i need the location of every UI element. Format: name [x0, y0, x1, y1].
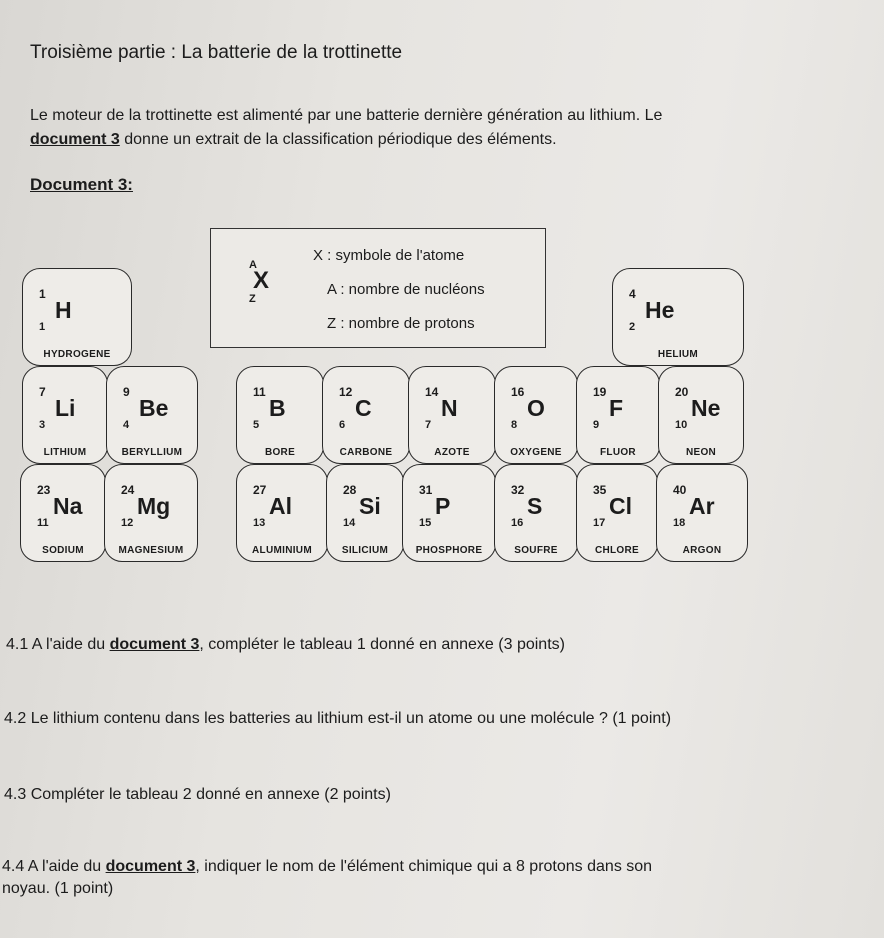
element-mass-number: 12 [339, 385, 353, 399]
legend-line-protons: Z : nombre de protons [327, 315, 475, 332]
element-mass-number: 32 [511, 483, 525, 497]
element-symbol: N [441, 395, 458, 421]
element-cell-mg [104, 464, 198, 562]
element-atomic-number: 5 [253, 419, 260, 431]
question-4-2: 4.2 Le lithium contenu dans les batteries au lithium est-il un atome ou une molécule ? (1 point) [4, 710, 672, 727]
element-symbol: Be [139, 395, 169, 421]
element-symbol: Mg [137, 493, 171, 519]
element-mass-number: 24 [121, 483, 135, 497]
element-atomic-number: 9 [593, 419, 600, 431]
element-atomic-number: 3 [39, 419, 46, 431]
element-atomic-number: 1 [39, 321, 46, 333]
element-cell-he [612, 268, 744, 366]
legend-line-nucleons: A : nombre de nucléons [327, 281, 485, 298]
element-cell-b [236, 366, 324, 464]
element-cell-cl [576, 464, 658, 562]
element-cell-s [494, 464, 578, 562]
element-atomic-number: 13 [253, 517, 266, 529]
element-symbol: F [609, 395, 624, 421]
document-3-reference: document 3 [105, 858, 196, 875]
element-cell-si [326, 464, 404, 562]
element-mass-number: 40 [673, 483, 687, 497]
element-name: CHLORE [594, 545, 640, 556]
page-title: Troisième partie : La batterie de la trottinette [30, 42, 403, 63]
element-mass-number: 4 [629, 287, 636, 301]
element-symbol: Li [55, 395, 76, 421]
element-name: CARBONE [339, 447, 393, 458]
element-name: ARGON [682, 545, 722, 556]
notation-legend [210, 228, 546, 348]
question-4-3: 4.3 Compléter le tableau 2 donné en annexe (2 points) [4, 786, 391, 803]
element-name: BORE [264, 447, 296, 458]
element-atomic-number: 14 [343, 517, 356, 529]
document-heading: Document 3: [30, 175, 133, 194]
element-atomic-number: 18 [673, 517, 686, 529]
element-mass-number: 19 [593, 385, 607, 399]
element-cell-h [22, 268, 132, 366]
element-symbol: B [269, 395, 286, 421]
element-name: SOUFRE [514, 545, 558, 556]
question-4-4: 4.4 A l'aide du document 3, indiquer le nom de l'élément chimique qui a 8 protons dans son noyau. (1 point) [2, 858, 653, 897]
element-mass-number: 31 [419, 483, 433, 497]
element-name: LITHIUM [43, 447, 87, 458]
element-mass-number: 14 [425, 385, 439, 399]
element-atomic-number: 7 [425, 419, 432, 431]
element-name: HYDROGENE [43, 349, 111, 360]
element-cell-f [576, 366, 660, 464]
element-symbol: Ne [691, 395, 721, 421]
element-atomic-number: 15 [419, 517, 432, 529]
element-name: BERYLLIUM [121, 447, 183, 458]
element-symbol: C [355, 395, 372, 421]
element-symbol: Ar [689, 493, 715, 519]
legend-line-symbol: X : symbole de l'atome [313, 247, 465, 264]
element-name: HELIUM [657, 349, 699, 360]
element-mass-number: 11 [253, 385, 266, 399]
legend-atomic-number: Z [249, 293, 256, 305]
element-mass-number: 20 [675, 385, 689, 399]
element-symbol: He [645, 297, 675, 323]
element-symbol: Al [269, 493, 292, 519]
element-cell-p [402, 464, 496, 562]
element-mass-number: 27 [253, 483, 267, 497]
element-atomic-number: 4 [123, 419, 130, 431]
document-3-reference: document 3 [30, 131, 120, 148]
element-mass-number: 7 [39, 385, 46, 399]
intro-text-1: Le moteur de la trottinette est alimenté par une batterie dernière génération au lithium. Le [30, 107, 663, 124]
element-cell-al [236, 464, 328, 562]
element-symbol: H [55, 297, 72, 323]
intro-text-2: donne un extrait de la classification périodique des éléments. [119, 131, 557, 148]
element-symbol: S [527, 493, 543, 519]
intro-paragraph [30, 104, 850, 152]
element-mass-number: 35 [593, 483, 607, 497]
element-name: SILICIUM [341, 545, 389, 556]
element-symbol: P [435, 493, 451, 519]
element-name: SODIUM [42, 545, 84, 556]
element-cell-n [408, 366, 496, 464]
element-atomic-number: 2 [629, 321, 636, 333]
element-atomic-number: 10 [675, 419, 688, 431]
element-name: ALUMINIUM [252, 545, 312, 556]
element-cell-li [22, 366, 108, 464]
legend-mass-number: A [249, 259, 257, 271]
element-cell-c [322, 366, 410, 464]
element-symbol: Si [359, 493, 381, 519]
document-3-reference: document 3 [109, 636, 200, 653]
element-symbol: O [527, 395, 545, 421]
element-name: AZOTE [434, 447, 470, 458]
element-cell-o [494, 366, 578, 464]
element-atomic-number: 16 [511, 517, 524, 529]
element-mass-number: 1 [39, 287, 46, 301]
element-atomic-number: 12 [121, 517, 134, 529]
element-cell-ne [658, 366, 744, 464]
element-cell-na [20, 464, 106, 562]
element-mass-number: 9 [123, 385, 130, 399]
element-mass-number: 23 [37, 483, 51, 497]
element-name: NEON [685, 447, 717, 458]
element-name: OXYGENE [510, 447, 562, 458]
element-atomic-number: 17 [593, 517, 606, 529]
element-symbol: Cl [609, 493, 632, 519]
element-atomic-number: 6 [339, 419, 346, 431]
element-name: MAGNESIUM [118, 545, 184, 556]
element-symbol: Na [53, 493, 83, 519]
element-mass-number: 16 [511, 385, 525, 399]
element-name: PHOSPHORE [415, 545, 483, 556]
element-cell-be [106, 366, 198, 464]
element-cell-ar [656, 464, 748, 562]
question-4-1: 4.1 A l'aide du document 3, compléter le tableau 1 donné en annexe (3 points) [6, 636, 565, 653]
element-atomic-number: 11 [37, 517, 49, 529]
legend-symbol: X [253, 267, 270, 294]
element-name: FLUOR [600, 447, 636, 458]
element-mass-number: 28 [343, 483, 357, 497]
element-atomic-number: 8 [511, 419, 518, 431]
